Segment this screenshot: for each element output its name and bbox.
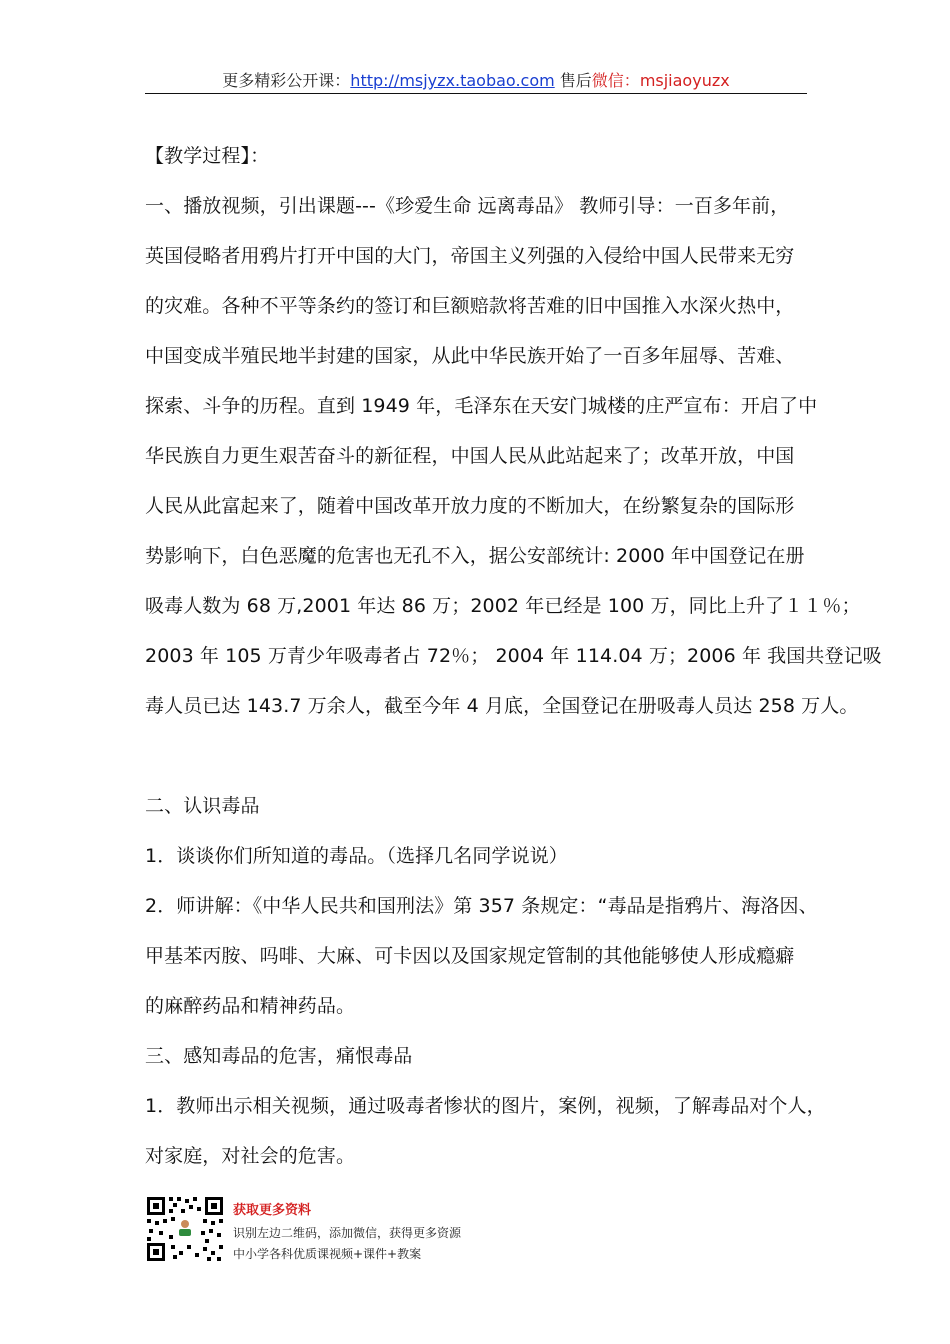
footer-line-1: 识别左边二维码，添加微信，获得更多资源 — [233, 1226, 462, 1240]
paragraph-line: 对家庭，对社会的危害。 — [145, 1145, 356, 1167]
paragraph-line: 探索、斗争的历程。直到 1949 年，毛泽东在天安门城楼的庄严宣布：开启了中 — [145, 395, 818, 417]
blank-line — [145, 731, 825, 781]
paragraph-line: 中国变成半殖民地半封建的国家，从此中华民族开始了一百多年屈辱、苦难、 — [145, 345, 795, 367]
header-after-sale: 售后 — [554, 71, 592, 90]
document-body — [145, 131, 882, 1181]
paragraph-line: 英国侵略者用鸦片打开中国的大门，帝国主义列强的入侵给中国人民带来无穷 — [145, 245, 795, 267]
paragraph-line: 势影响下，白色恶魔的危害也无孔不入，据公安部统计: 2000 年中国登记在册 — [145, 545, 805, 567]
footer-line-2: 中小学各科优质课视频+课件+教案 — [233, 1247, 422, 1261]
page-header — [145, 70, 807, 92]
paragraph-line: 1．谈谈你们所知道的毒品。（选择几名同学说说） — [145, 845, 568, 867]
header-wechat-label: 微信： — [591, 71, 640, 90]
paragraph-line: 的麻醉药品和精神药品。 — [145, 995, 356, 1017]
header-wechat-id: msjiaoyuzx — [639, 71, 730, 90]
section-heading: 三、感知毒品的危害，痛恨毒品 — [145, 1045, 413, 1067]
section-heading: 二、认识毒品 — [145, 795, 260, 817]
footer-promo — [145, 1195, 545, 1265]
header-link[interactable]: http://msjyzx.taobao.com — [350, 71, 555, 90]
paragraph-line: 一、播放视频，引出课题---《珍爱生命 远离毒品》 教师引导：一百多年前， — [145, 195, 790, 217]
qr-code-icon[interactable] — [145, 1195, 225, 1263]
paragraph-line: 2．师讲解：《中华人民共和国刑法》第 357 条规定：“毒品是指鸦片、海洛因、 — [145, 895, 818, 917]
paragraph-line: 2003 年 105 万青少年吸毒者占 72％； 2004 年 114.04 万；2006 年 我国共登记吸 — [145, 645, 882, 667]
paragraph-line: 甲基苯丙胺、吗啡、大麻、可卡因以及国家规定管制的其他能够使人形成瘾癖 — [145, 945, 795, 967]
paragraph-line: 的灾难。各种不平等条约的签订和巨额赔款将苦难的旧中国推入水深火热中， — [145, 295, 795, 317]
paragraph-line: 1．教师出示相关视频，通过吸毒者惨状的图片，案例，视频，了解毒品对个人， — [145, 1095, 826, 1117]
paragraph-line: 华民族自力更生艰苦奋斗的新征程，中国人民从此站起来了；改革开放，中国 — [145, 445, 795, 467]
paragraph-line: 吸毒人数为 68 万,2001 年达 86 万；2002 年已经是 100 万，同比上升了１１％； — [145, 595, 861, 617]
paragraph-line: 人民从此富起来了，随着中国改革开放力度的不断加大，在纷繁复杂的国际形 — [145, 495, 795, 517]
footer-title: 获取更多资料 — [233, 1203, 312, 1218]
paragraph-title: 【教学过程】： — [145, 145, 270, 167]
paragraph-line: 毒人员已达 143.7 万余人，截至今年 4 月底，全国登记在册吸毒人员达 258 万人。 — [145, 695, 859, 717]
header-divider — [145, 93, 807, 94]
header-prefix: 更多精彩公开课： — [222, 71, 351, 90]
